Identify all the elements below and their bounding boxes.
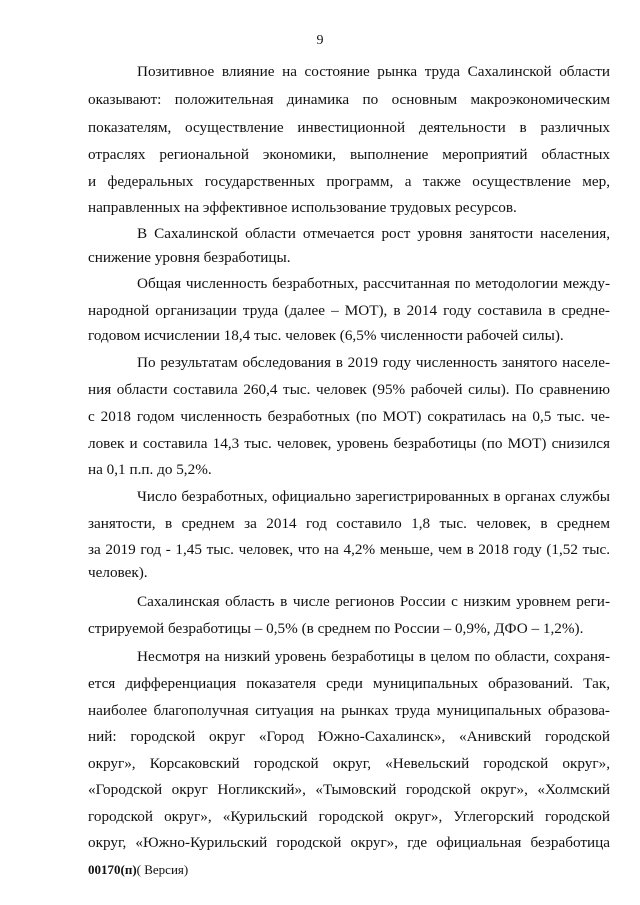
text-line: «Городской округ Ногликский», «Тымовский городской округ», «Холмский [88, 781, 610, 798]
text-line: Позитивное влияние на состояние рынка труда Сахалинской области [137, 63, 610, 80]
text-line: ловек и составила 14,3 тыс. человек, уровень безработицы (по МОТ) снизился [88, 435, 610, 452]
text-line: Несмотря на низкий уровень безработицы в целом по области, сохраня- [137, 648, 610, 665]
text-line: годовом исчислении 18,4 тыс. человек (6,5% численности рабочей силы). [88, 327, 564, 344]
text-line: отраслях региональной экономики, выполнение мероприятий областных [88, 146, 610, 163]
page-number: 9 [316, 33, 324, 48]
text-line: и федеральных государственных программ, а также осуществление мер, [88, 173, 610, 190]
text-line: направленных на эффективное использование трудовых ресурсов. [88, 199, 517, 216]
text-line: В Сахалинской области отмечается рост уровня занятости населения, [137, 225, 610, 242]
text-line: народной организации труда (далее – МОТ), в 2014 году составила в средне- [88, 302, 610, 319]
text-line: снижение уровня безработицы. [88, 249, 291, 266]
text-line: ний: городской округ «Город Южно-Сахалинск», «Анивский городской [88, 728, 610, 745]
text-line: оказывают: положительная динамика по основным макроэкономическим [88, 91, 610, 108]
text-line: ния области составила 260,4 тыс. человек (95% рабочей силы). По сравнению [88, 381, 610, 398]
text-line: округ», Корсаковский городской округ, «Невельский городской округ», [88, 755, 610, 772]
text-line: округ, «Южно-Курильский городской округ», где официальная безработица [88, 834, 610, 851]
text-line: городской округ», «Курильский городской округ», Углегорский городской [88, 808, 610, 825]
text-line: на 0,1 п.п. до 5,2%. [88, 461, 212, 478]
text-line: человек). [88, 564, 148, 581]
text-line: с 2018 годом численность безработных (по МОТ) сократилась на 0,5 тыс. че- [88, 408, 610, 425]
text-line: за 2019 год - 1,45 тыс. человек, что на 4,2% меньше, чем в 2018 году (1,52 тыс. [88, 541, 610, 558]
text-line: Сахалинская область в числе регионов России с низким уровнем реги- [137, 593, 610, 610]
text-line: ется дифференциация показателя среди муниципальных образований. Так, [88, 675, 610, 692]
document-code: 00170(п) [88, 862, 137, 877]
text-line: показателям, осуществление инвестиционной деятельности в различных [88, 119, 610, 136]
text-line: Общая численность безработных, рассчитанная по методологии между- [137, 275, 610, 292]
text-line: Число безработных, официально зарегистрированных в органах службы [137, 488, 610, 505]
document-version: ( Версия) [136, 862, 189, 877]
text-line: стрируемой безработицы – 0,5% (в среднем по России – 0,9%, ДФО – 1,2%). [88, 620, 584, 637]
text-line: занятости, в среднем за 2014 год составило 1,8 тыс. человек, в среднем [88, 515, 610, 532]
text-line: наиболее благополучная ситуация на рынках труда муниципальных образова- [88, 702, 610, 719]
document-footer [88, 862, 188, 878]
text-line: По результатам обследования в 2019 году численность занятого населе- [137, 354, 610, 371]
